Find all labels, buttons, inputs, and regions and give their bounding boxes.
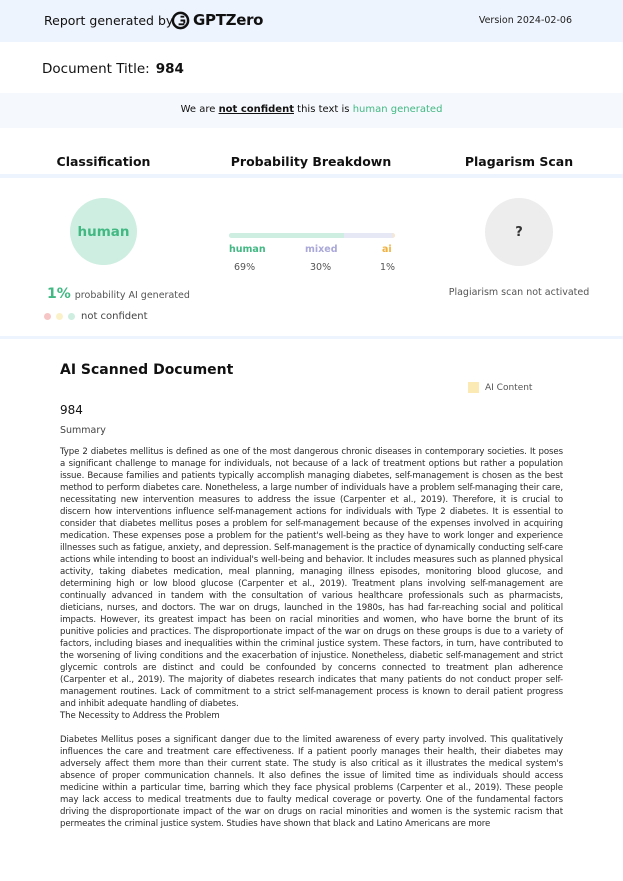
- human-label: human: [229, 244, 266, 255]
- legend-label: AI Content: [485, 382, 533, 393]
- section-divider: [0, 174, 623, 178]
- confidence-dots: [44, 313, 75, 320]
- probability-bar: [229, 233, 395, 238]
- confidence-prefix: We are: [180, 104, 216, 115]
- confidence-level: not confident: [218, 104, 294, 115]
- confidence-dot-high: [68, 313, 75, 320]
- plagiarism-note: Plagiarism scan not activated: [448, 287, 590, 298]
- mixed-value: 30%: [310, 262, 332, 273]
- paragraph-heading: The Necessity to Address the Problem: [60, 711, 220, 721]
- ai-probability-percent: 1%: [47, 286, 71, 302]
- confidence-statement: [0, 104, 623, 115]
- ai-label: ai: [382, 244, 392, 255]
- classification-heading: Classification: [56, 154, 151, 169]
- document-title-value: 984: [155, 61, 184, 77]
- gptzero-logo-icon: [171, 11, 190, 30]
- confidence-dot-mid: [56, 313, 63, 320]
- probability-heading: Probability Breakdown: [230, 154, 392, 169]
- legend: [468, 382, 532, 393]
- brand-name: GPTZero: [193, 11, 264, 29]
- bar-segment-human: [229, 233, 344, 238]
- confidence-dot-low: [44, 313, 51, 320]
- classification-circle: [70, 198, 137, 265]
- confidence-middle: this text is: [297, 104, 350, 115]
- bar-segment-mixed: [344, 233, 394, 238]
- confidence-word: not confident: [81, 311, 148, 322]
- ai-probability: [47, 286, 190, 302]
- ai-probability-text: probability AI generated: [74, 290, 190, 301]
- summary-label: Summary: [60, 425, 106, 436]
- paragraph-2: Diabetes Mellitus poses a significant danger due to the limited awareness of every party involved. This qualitatively influences the care and treatment care effectiveness. If a patient poorly manages their health, their diabetes may adversely affect them more than their current state. The study is also critical as it illustrates the medical system's absence of proper communication channels. It also defines the issue of limited time as individuals should access medicine within a particular time, barring which they face physical problems (Carpenter et al., 2019). These people may lack access to medical treatments due to faulty medical coverage or poverty. One of the fundamental factors driving the disproportionate impact of the war on drugs on racial minorities and women is the systemic racism that permeates the criminal justice system. Studies have shown that black and Latino Americans are more: [60, 735, 563, 829]
- human-value: 69%: [234, 262, 256, 273]
- report-generated-label: Report generated by: [44, 13, 174, 28]
- gptzero-logo: [171, 10, 263, 30]
- question-icon: ?: [515, 224, 523, 240]
- document-title-label: Document Title:: [42, 61, 150, 77]
- document-title: [42, 61, 184, 77]
- scan-title: AI Scanned Document: [60, 362, 234, 378]
- ai-content-swatch: [468, 382, 479, 393]
- mixed-label: mixed: [305, 244, 338, 255]
- plagiarism-circle: [485, 198, 553, 266]
- paragraph-1: Type 2 diabetes mellitus is defined as one of the most dangerous chronic diseases in contemporary societies. It poses a significant challenge to manage for individuals, not because of a lack of treatment options but rather a population issue. Because families and patients typically accomplish managing diabetes, self-management is chosen as the best method to perform diabetes care. Nonetheless, a large number of individuals have a problem self-managing their care, necessitating new intervention measures to address the issue (Carpenter et al., 2019). Therefore, it is crucial to discern how interventions influence self-management actions for individuals with Type 2 diabetes. It is essential to consider that diabetes mellitus poses a problem for self-management because of the expenses involved in acquiring medication. These expenses pose a problem for the patient's well-being as they have to work longer and experience illnesses such as fatigue, anxiety, and depression. Self-management is the practice of dynamically conducting self-care actions while intending to boost an individual's well-being and behavior. It includes measures such as planned physical activity, taking diabetes medication, meal planning, managing illness episodes, monitoring blood glucose, and determining high or low blood glucose (Carpenter et al., 2019). Treatment plans involving self-management are continually advanced in tandem with the consultation of various healthcare professionals such as pharmacists, dieticians, nurses, and doctors. The war on drugs, launched in the 1980s, has had far-reaching social and political impacts. However, its greatest impact has been on racial minorities and women, who have borne the brunt of its punitive policies and practices. The disproportionate impact of the war on drugs on these groups is due to a variety of factors, including biases and inequalities within the criminal justice system. These factors, in turn, have contributed to the worsening of living conditions and the exacerbation of injustice. Nonetheless, diabetic self-management and strict glycemic controls are distinct and could be confounded by concerns connected to treatment plan adherence (Carpenter et al., 2019). The majority of diabetes research indicates that many patients do not conduct proper self-management routines. Lack of commitment to a strict self-management process is known to derail patient progress and inhibit adequate handling of diabetes.: [60, 447, 563, 709]
- scan-divider: [0, 336, 623, 339]
- ai-value: 1%: [380, 262, 396, 273]
- plagiarism-heading: Plagarism Scan: [464, 154, 574, 169]
- scanned-doc-number: 984: [60, 403, 83, 417]
- classification-label: human: [77, 223, 130, 240]
- confidence-verdict: human generated: [352, 104, 443, 115]
- bar-segment-ai: [393, 233, 395, 238]
- version-label: Version 2024-02-06: [478, 15, 572, 26]
